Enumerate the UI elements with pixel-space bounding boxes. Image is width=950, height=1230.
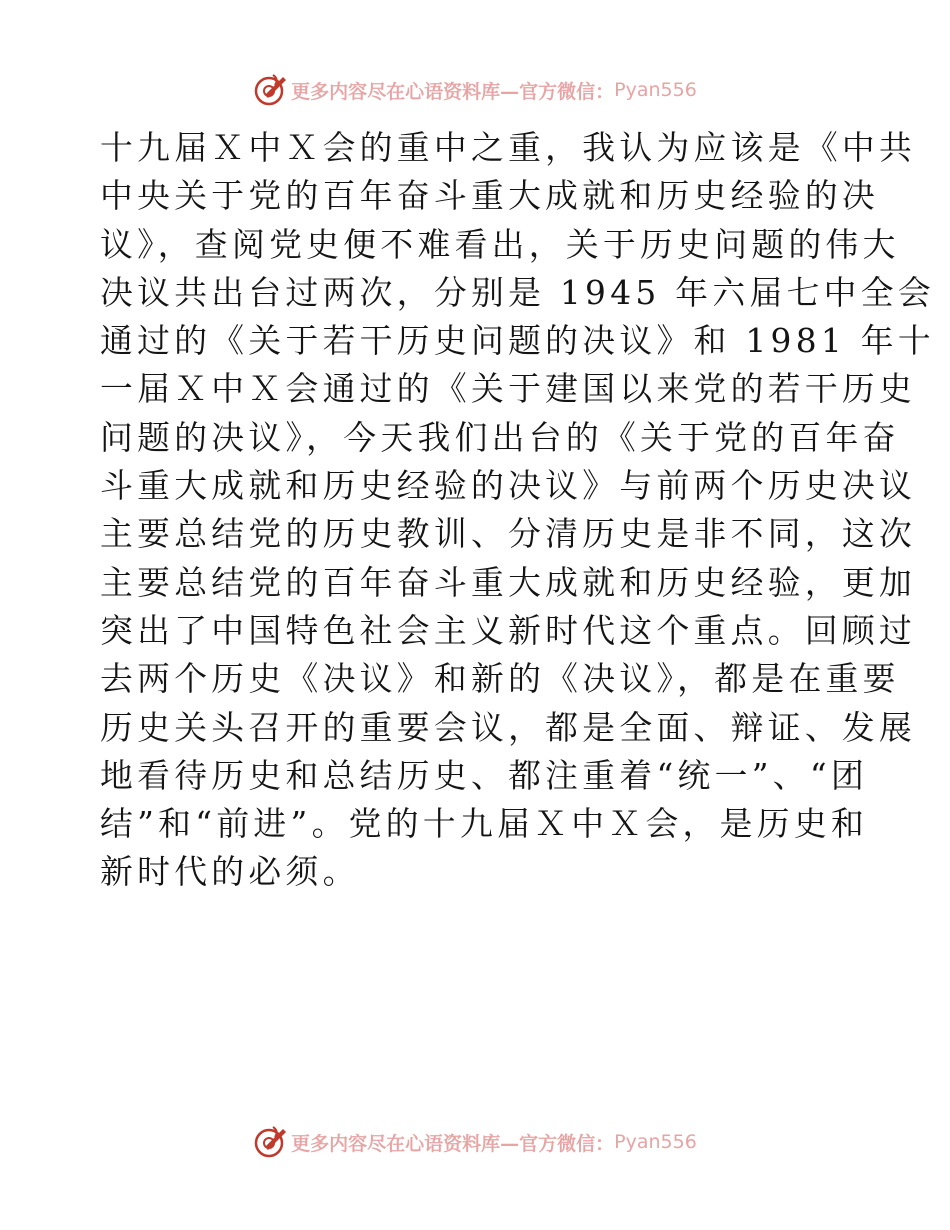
header-banner-text: 更多内容尽在心语资料库—官方微信： bbox=[291, 80, 615, 103]
body-line: 议》，查阅党史便不难看出，关于历史问题的伟大 bbox=[100, 225, 900, 264]
footer-banner bbox=[0, 1122, 950, 1162]
footer-banner-wechat-id: Pyan556 bbox=[614, 1131, 697, 1153]
header-banner-wechat-id: Pyan556 bbox=[614, 79, 697, 101]
body-line: 中央关于党的百年奋斗重大成就和历史经验的决 bbox=[100, 177, 880, 216]
body-line: 主要总结党的历史教训、分清历史是非不同，这次 bbox=[100, 515, 917, 554]
body-line: 去两个历史《决议》和新的《决议》，都是在重要 bbox=[100, 660, 900, 699]
body-line: 结”和“前进”。党的十九届Ｘ中Ｘ会，是历史和 bbox=[100, 805, 869, 844]
body-line: 一届Ｘ中Ｘ会通过的《关于建国以来党的若干历史 bbox=[100, 370, 917, 409]
body-line: 十九届Ｘ中Ｘ会的重中之重，我认为应该是《中共 bbox=[100, 129, 917, 167]
body-line: 历史关头召开的重要会议，都是全面、辩证、发展 bbox=[100, 708, 917, 747]
body-line: 问题的决议》，今天我们出台的《关于党的百年奋 bbox=[100, 418, 900, 457]
body-line: 突出了中国特色社会主义新时代这个重点。回顾过 bbox=[100, 611, 917, 650]
body-line: 斗重大成就和历史经验的决议》与前两个历史决议 bbox=[100, 467, 917, 506]
pen-logo-icon bbox=[253, 73, 287, 107]
body-line: 地看待历史和总结历史、都注重着“统一”、“团 bbox=[100, 756, 869, 795]
body-line: 主要总结党的百年奋斗重大成就和历史经验，更加 bbox=[100, 563, 917, 602]
pen-logo-icon bbox=[253, 1125, 287, 1159]
body-line: 新时代的必须。 bbox=[100, 853, 360, 892]
footer-banner-text: 更多内容尽在心语资料库—官方微信： bbox=[291, 1132, 615, 1155]
body-line: 通过的《关于若干历史问题的决议》和 1981 年十 bbox=[100, 322, 935, 361]
document-body bbox=[100, 124, 935, 897]
body-line: 决议共出台过两次，分别是 1945 年六届七中全会 bbox=[100, 273, 935, 312]
header-banner bbox=[0, 70, 950, 110]
